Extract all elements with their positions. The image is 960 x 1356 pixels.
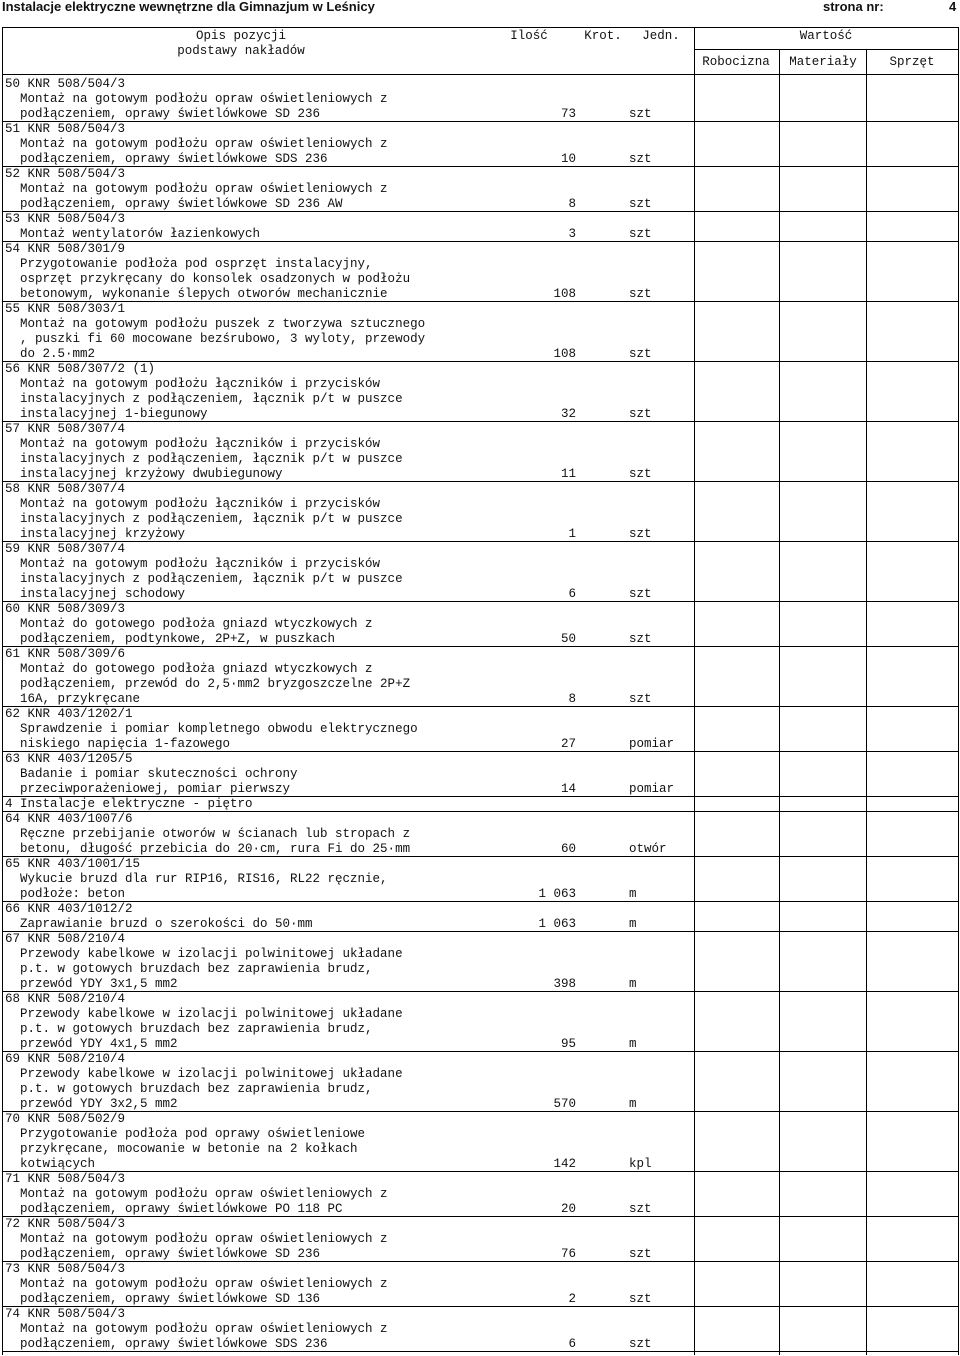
position-description-line: do 2.5·mm2: [5, 347, 96, 361]
position-description-line: podłączeniem, oprawy świetlówkowe SDS 236: [5, 1337, 328, 1351]
position-description-line: Ręczne przebijanie otworów w ścianach lub stropach z: [5, 827, 411, 841]
position-code: 67 KNR 508/210/4: [5, 932, 126, 946]
unit-cell: szt: [629, 1247, 652, 1261]
header-top-border: [2, 27, 958, 28]
quantity-cell: 27: [560, 737, 576, 751]
position-code: 74 KNR 508/504/3: [5, 1307, 126, 1321]
position-description-line: przykręcane, mocowanie w betonie na 2 kołkach: [5, 1142, 358, 1156]
position-description-line: podłączeniem, oprawy świetlówkowe SD 236: [5, 107, 321, 121]
unit-cell: szt: [629, 1202, 652, 1216]
position-description-line: Sprawdzenie i pomiar kompletnego obwodu elektrycznego: [5, 722, 418, 736]
position-code: 57 KNR 508/307/4: [5, 422, 126, 436]
position-description-line: Montaż wentylatorów łazienkowych: [5, 227, 261, 241]
quantity-cell: 73: [560, 107, 576, 121]
position-code: 65 KNR 403/1001/15: [5, 857, 141, 871]
position-description-line: podłoże: beton: [5, 887, 126, 901]
unit-cell: szt: [629, 227, 652, 241]
position-description-line: przewód YDY 4x1,5 mm2: [5, 1037, 178, 1051]
unit-cell: szt: [629, 152, 652, 166]
quantity-cell: 8: [568, 692, 576, 706]
unit-cell: m: [629, 1097, 637, 1111]
position-code: 72 KNR 508/504/3: [5, 1217, 126, 1231]
position-description-line: Przewody kabelkowe w izolacji polwinitowej układane: [5, 1067, 403, 1081]
value-header-divider: [694, 49, 958, 50]
position-description-line: Montaż na gotowym podłożu łączników i przycisków: [5, 437, 381, 451]
position-description-line: p.t. w gotowych bruzdach bez zaprawienia brudz,: [5, 1022, 373, 1036]
position-description-line: Montaż na gotowym podłożu łączników i przycisków: [5, 557, 381, 571]
header-materials: Materiały: [789, 55, 857, 69]
quantity-cell: 2: [568, 1292, 576, 1306]
position-code: 54 KNR 508/301/9: [5, 242, 126, 256]
quantity-cell: 50: [560, 632, 576, 646]
position-code: 55 KNR 508/303/1: [5, 302, 126, 316]
position-description-line: przeciwporażeniowej, pomiar pierwszy: [5, 782, 291, 796]
quantity-cell: 398: [553, 977, 576, 991]
position-description-line: Montaż na gotowym podłożu opraw oświetleniowych z: [5, 1322, 388, 1336]
position-code: 71 KNR 508/504/3: [5, 1172, 126, 1186]
position-description-line: Montaż do gotowego podłoża gniazd wtyczkowych z: [5, 617, 373, 631]
header-equipment: Sprzęt: [889, 55, 935, 69]
quantity-cell: 1 063: [538, 917, 576, 931]
position-code: 52 KNR 508/504/3: [5, 167, 126, 181]
position-description-line: podłączeniem, przewód do 2,5·mm2 bryzgoszczelne 2P+Z: [5, 677, 411, 691]
position-code: 73 KNR 508/504/3: [5, 1262, 126, 1276]
position-description-line: Montaż na gotowym podłożu opraw oświetleniowych z: [5, 182, 388, 196]
quantity-cell: 60: [560, 842, 576, 856]
column-border-labour: [694, 27, 695, 1355]
quantity-cell: 108: [553, 347, 576, 361]
position-description-line: podłączeniem, oprawy świetlówkowe SD 236: [5, 1247, 321, 1261]
position-code: 51 KNR 508/504/3: [5, 122, 126, 136]
column-border-right: [958, 27, 959, 1355]
column-border-materials: [779, 49, 780, 1355]
unit-cell: m: [629, 977, 637, 991]
quantity-cell: 14: [560, 782, 576, 796]
document-title: Instalacje elektryczne wewnętrzne dla Gimnazjum w Leśnicy: [2, 0, 375, 14]
unit-cell: m: [629, 917, 637, 931]
quantity-cell: 6: [568, 587, 576, 601]
unit-cell: szt: [629, 587, 652, 601]
position-description-line: Przewody kabelkowe w izolacji polwinitowej układane: [5, 947, 403, 961]
position-description-line: Wykucie bruzd dla rur RIP16, RIS16, RL22 ręcznie,: [5, 872, 388, 886]
unit-cell: szt: [629, 1292, 652, 1306]
position-description-line: p.t. w gotowych bruzdach bez zaprawienia brudz,: [5, 962, 373, 976]
position-description-line: przewód YDY 3x2,5 mm2: [5, 1097, 178, 1111]
position-description-line: Montaż na gotowym podłożu łączników i przycisków: [5, 377, 381, 391]
position-description-line: osprzęt przykręcany do konsolek osadzonych w podłożu: [5, 272, 411, 286]
position-description-line: podłączeniem, oprawy świetlówkowe PO 118 PC: [5, 1202, 343, 1216]
quantity-cell: 570: [553, 1097, 576, 1111]
page-number-label: strona nr:: [823, 0, 884, 14]
position-description-line: betonowym, wykonanie ślepych otworów mechanicznie: [5, 287, 388, 301]
position-description-line: instalacyjnych z podłączeniem, łącznik p/t w puszce: [5, 512, 403, 526]
quantity-cell: 1: [568, 527, 576, 541]
unit-cell: szt: [629, 692, 652, 706]
position-description-line: instalacyjnych z podłączeniem, łącznik p/t w puszce: [5, 452, 403, 466]
unit-cell: m: [629, 1037, 637, 1051]
position-description-line: Montaż na gotowym podłożu opraw oświetleniowych z: [5, 1277, 388, 1291]
unit-cell: pomiar: [629, 782, 675, 796]
position-description-line: instalacyjnych z podłączeniem, łącznik p/t w puszce: [5, 572, 403, 586]
page-number: 4: [949, 0, 957, 14]
position-description-line: , puszki fi 60 mocowane bezśrubowo, 3 wyloty, przewody: [5, 332, 426, 346]
position-description-line: podłączeniem, podtynkowe, 2P+Z, w puszkach: [5, 632, 336, 646]
position-description-line: 16A, przykręcane: [5, 692, 141, 706]
position-description-line: Montaż na gotowym podłożu opraw oświetleniowych z: [5, 92, 388, 106]
row-divider: [2, 1351, 958, 1352]
unit-cell: szt: [629, 197, 652, 211]
position-description-line: Montaż na gotowym podłożu opraw oświetleniowych z: [5, 1232, 388, 1246]
position-description-line: niskiego napięcia 1-fazowego: [5, 737, 231, 751]
position-description-line: p.t. w gotowych bruzdach bez zaprawienia brudz,: [5, 1082, 373, 1096]
position-description-line: instalacyjnej krzyżowy dwubiegunowy: [5, 467, 283, 481]
position-code: 64 KNR 403/1007/6: [5, 812, 133, 826]
unit-cell: otwór: [629, 842, 667, 856]
header-unit: Jedn.: [642, 29, 680, 43]
column-border-equipment: [866, 49, 867, 1355]
position-description-line: Zaprawianie bruzd o szerokości do 50·mm: [5, 917, 313, 931]
quantity-cell: 108: [553, 287, 576, 301]
unit-cell: szt: [629, 347, 652, 361]
position-description-line: betonu, długość przebicia do 20·cm, rura Fi do 25·mm: [5, 842, 411, 856]
position-description-line: Montaż na gotowym podłożu puszek z tworzywa sztucznego: [5, 317, 426, 331]
position-description-line: podłączeniem, oprawy świetlówkowe SDS 236: [5, 152, 328, 166]
unit-cell: szt: [629, 467, 652, 481]
position-code: 70 KNR 508/502/9: [5, 1112, 126, 1126]
quantity-cell: 1 063: [538, 887, 576, 901]
quantity-cell: 95: [560, 1037, 576, 1051]
position-description-line: Montaż na gotowym podłożu opraw oświetleniowych z: [5, 137, 388, 151]
position-code: 60 KNR 508/309/3: [5, 602, 126, 616]
header-description-1: Opis pozycji: [195, 29, 286, 43]
header-bottom-border: [2, 74, 958, 75]
position-code: 62 KNR 403/1202/1: [5, 707, 133, 721]
position-code: 53 KNR 508/504/3: [5, 212, 126, 226]
header-labour: Robocizna: [702, 55, 770, 69]
position-description-line: Montaż do gotowego podłoża gniazd wtyczkowych z: [5, 662, 373, 676]
quantity-cell: 3: [568, 227, 576, 241]
quantity-cell: 6: [568, 1337, 576, 1351]
unit-cell: kpl: [629, 1157, 652, 1171]
position-description-line: podłączeniem, oprawy świetlówkowe SD 136: [5, 1292, 321, 1306]
unit-cell: szt: [629, 107, 652, 121]
unit-cell: m: [629, 887, 637, 901]
position-description-line: instalacyjnej 1-biegunowy: [5, 407, 208, 421]
position-code: 66 KNR 403/1012/2: [5, 902, 133, 916]
position-description-line: Badanie i pomiar skuteczności ochrony: [5, 767, 298, 781]
unit-cell: szt: [629, 287, 652, 301]
unit-cell: pomiar: [629, 737, 675, 751]
unit-cell: szt: [629, 407, 652, 421]
position-description-line: instalacyjnych z podłączeniem, łącznik p/t w puszce: [5, 392, 403, 406]
quantity-cell: 10: [560, 152, 576, 166]
header-multiplier: Krot.: [584, 29, 622, 43]
position-description-line: Przygotowanie podłoża pod osprzęt instalacyjny,: [5, 257, 373, 271]
position-description-line: Montaż na gotowym podłożu łączników i przycisków: [5, 497, 381, 511]
quantity-cell: 20: [560, 1202, 576, 1216]
position-description-line: Przygotowanie podłoża pod oprawy oświetleniowe: [5, 1127, 366, 1141]
position-description-line: instalacyjnej krzyżowy: [5, 527, 186, 541]
header-description-2: podstawy nakładów: [177, 44, 305, 58]
quantity-cell: 11: [560, 467, 576, 481]
position-code: 58 KNR 508/307/4: [5, 482, 126, 496]
column-border-left: [2, 27, 3, 1355]
quantity-cell: 76: [560, 1247, 576, 1261]
position-description-line: podłączeniem, oprawy świetlówkowe SD 236 AW: [5, 197, 343, 211]
position-code: 69 KNR 508/210/4: [5, 1052, 126, 1066]
quantity-cell: 32: [560, 407, 576, 421]
position-description-line: przewód YDY 3x1,5 mm2: [5, 977, 178, 991]
header-quantity: Ilość: [510, 29, 548, 43]
position-code: 4 Instalacje elektryczne - piętro: [5, 797, 253, 811]
unit-cell: szt: [629, 1337, 652, 1351]
position-code: 63 KNR 403/1205/5: [5, 752, 133, 766]
position-code: 61 KNR 508/309/6: [5, 647, 126, 661]
position-description-line: instalacyjnej schodowy: [5, 587, 186, 601]
position-code: 68 KNR 508/210/4: [5, 992, 126, 1006]
unit-cell: szt: [629, 632, 652, 646]
position-description-line: Montaż na gotowym podłożu opraw oświetleniowych z: [5, 1187, 388, 1201]
position-description-line: kotwiących: [5, 1157, 96, 1171]
quantity-cell: 8: [568, 197, 576, 211]
quantity-cell: 142: [553, 1157, 576, 1171]
header-value: Wartość: [799, 29, 853, 43]
position-code: 56 KNR 508/307/2 (1): [5, 362, 156, 376]
position-description-line: Przewody kabelkowe w izolacji polwinitowej układane: [5, 1007, 403, 1021]
position-code: 59 KNR 508/307/4: [5, 542, 126, 556]
unit-cell: szt: [629, 527, 652, 541]
position-code: 50 KNR 508/504/3: [5, 77, 126, 91]
